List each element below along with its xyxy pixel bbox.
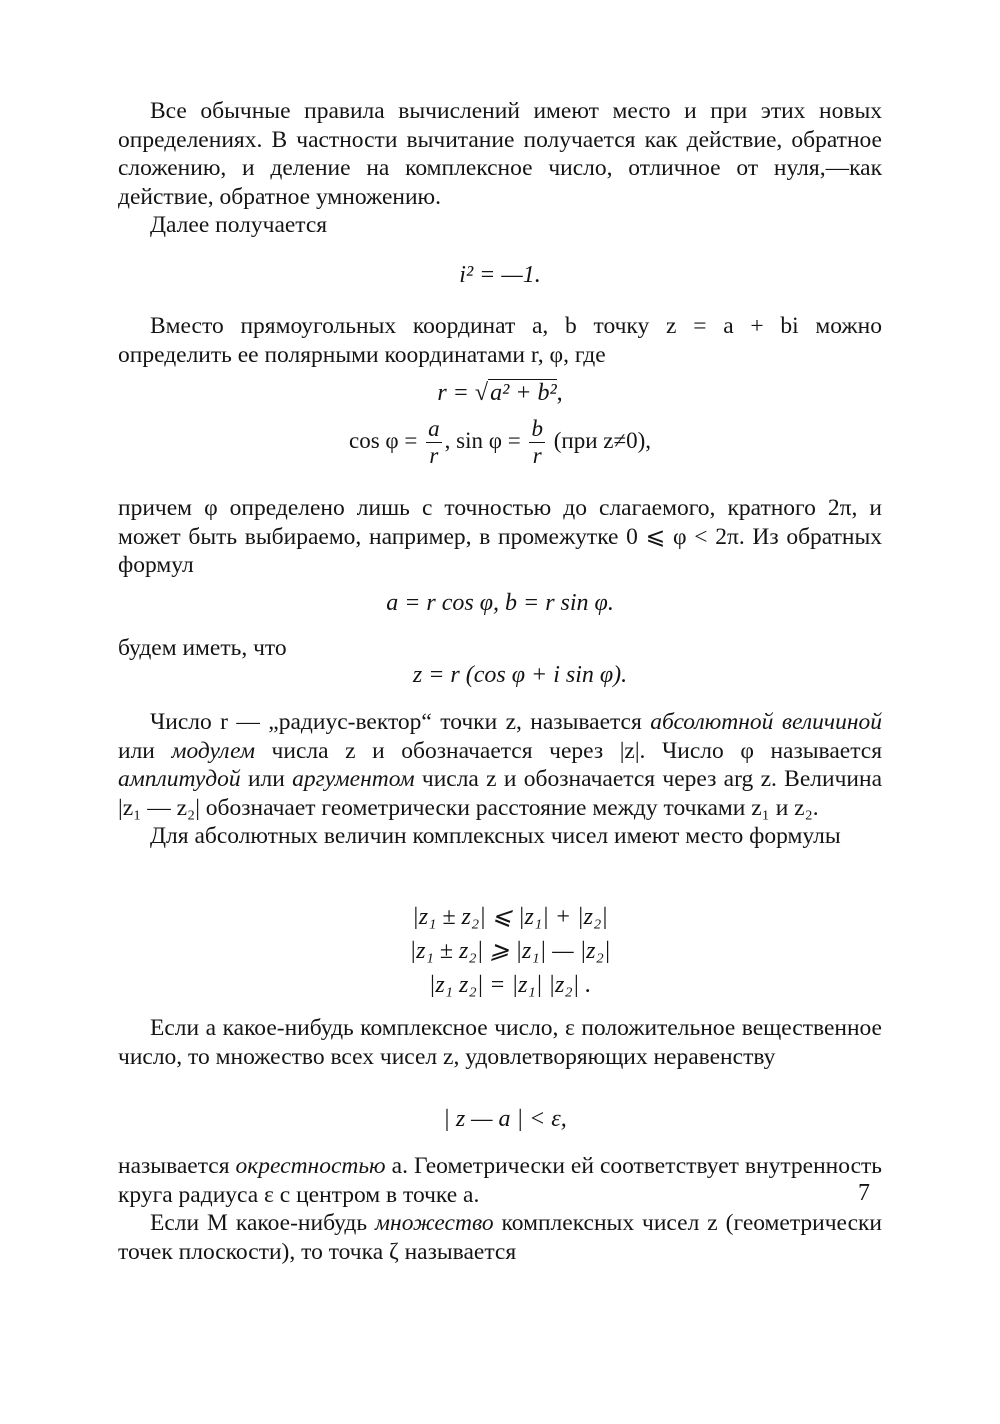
text-block-top bbox=[118, 97, 882, 240]
text-block-polar bbox=[118, 312, 882, 369]
formula-triangle-upper: |z₁ ± z₂| ⩽ |z₁| + |z₂| bbox=[412, 904, 608, 930]
formula-inverse: a = r cos φ, b = r sin φ. bbox=[386, 590, 614, 616]
formula-cos-sin bbox=[0, 416, 1000, 469]
formula-r-row bbox=[0, 380, 1000, 407]
formula-cos-lhs: cos φ = bbox=[348, 427, 424, 453]
formula-product: |z₁ z₂| = |z₁| |z₂| . bbox=[428, 972, 592, 998]
formula-sin-lhs: , sin φ = bbox=[444, 427, 527, 453]
term-set: множество bbox=[375, 1210, 494, 1237]
term-neighborhood: окрестностью bbox=[235, 1153, 386, 1179]
text-block-will-have bbox=[118, 634, 882, 663]
paragraph-formulas-intro: Для абсолютных величин комплексных чисел имеют место формулы bbox=[150, 823, 841, 850]
fraction-b-over-r bbox=[529, 416, 545, 469]
text-run: комплексных чисел z (геометрически точек плоскости), то точка ζ называется bbox=[118, 1210, 882, 1265]
text-block-end bbox=[118, 1152, 882, 1266]
text-block-phi bbox=[118, 494, 882, 580]
paragraph-polar-coords: Вместо прямоугольных координат a, b точку z = a + bi можно определить ее полярными координатами r, φ, где bbox=[118, 313, 882, 368]
text-run: Число r — „радиус-вектор“ точки z, называется bbox=[150, 709, 651, 735]
term-absolute-value: абсолютной величиной bbox=[650, 709, 882, 735]
term-amplitude: амплитудой bbox=[118, 766, 241, 793]
fraction-numerator: a bbox=[428, 416, 440, 441]
paragraph-set bbox=[118, 1209, 882, 1266]
formula-r-definition: r = √a² + b², bbox=[437, 380, 563, 406]
text-block-modulus bbox=[118, 708, 882, 851]
paragraph-neighborhood-def: Если a какое-нибудь комплексное число, ε положительное вещественное число, то множество всех чисел z, удовлетворяющих неравенству bbox=[118, 1015, 882, 1070]
formula-neighborhood-row bbox=[0, 1106, 1000, 1133]
fraction-denominator: r bbox=[429, 443, 439, 468]
formula-trig-form: z = r (cos φ + i sin φ). bbox=[412, 662, 628, 688]
term-argument: аргументом bbox=[292, 766, 415, 793]
text-run: или bbox=[118, 737, 172, 764]
paragraph-phi-range: причем φ определено лишь с точностью до слагаемого, кратного 2π, и может быть выбираемо, например, в промежутке 0 ⩽ φ < 2π. Из обратных формул bbox=[118, 495, 882, 579]
text-run: называется bbox=[118, 1153, 236, 1179]
formula-triangle-lower: |z₁ ± z₂| ⩾ |z₁| — |z₂| bbox=[409, 938, 611, 964]
text-block-neighborhood bbox=[118, 1014, 882, 1071]
text-run: числа z и обозначается через arg z. Величина |z₁ — z₂| обозначает геометрически расстояние между точками z₁ и z₂. bbox=[118, 766, 882, 821]
sqrt-icon: √ bbox=[474, 380, 489, 406]
text-run: или bbox=[240, 766, 293, 793]
formula-condition: (при z≠0), bbox=[547, 427, 652, 453]
formula-neighborhood: | z — a | < ε, bbox=[443, 1106, 567, 1132]
page-number: 7 bbox=[858, 1180, 870, 1206]
fraction-a-over-r bbox=[426, 416, 442, 469]
formula-r-radicand: a² + b² bbox=[490, 380, 557, 406]
formula-i-squared: i² = —1. bbox=[459, 262, 541, 288]
paragraph-further: Далее получается bbox=[150, 212, 328, 239]
formula-trig-row bbox=[0, 416, 1000, 469]
formula-inequalities bbox=[0, 900, 1000, 1002]
paragraph-modulus bbox=[118, 708, 882, 822]
term-modulus: модулем bbox=[171, 737, 255, 764]
formula-i-squared-row bbox=[0, 262, 1000, 289]
paragraph-will-have: будем иметь, что bbox=[118, 635, 287, 661]
text-run: a. Геометрически ей соответствует внутренность круга радиуса ε с центром в точке a. bbox=[118, 1153, 882, 1208]
paragraph-neighborhood bbox=[118, 1152, 882, 1209]
formula-inverse-row bbox=[0, 590, 1000, 617]
fraction-denominator: r bbox=[532, 443, 542, 468]
fraction-numerator: b bbox=[531, 416, 543, 441]
text-run: числа z и обозначается через |z|. Число φ называется bbox=[254, 737, 882, 764]
formula-r-lhs: r = bbox=[437, 380, 475, 406]
paragraph-operations: Все обычные правила вычислений имеют место и при этих новых определениях. В частности вычитание получается как действие, обратное сложению, и деление на комплексное число, отличное от нуля,—как действие, обратное умножению. bbox=[118, 98, 882, 210]
text-run: Если M какое-нибудь bbox=[150, 1210, 376, 1237]
formula-trig-form-row bbox=[0, 662, 1000, 689]
